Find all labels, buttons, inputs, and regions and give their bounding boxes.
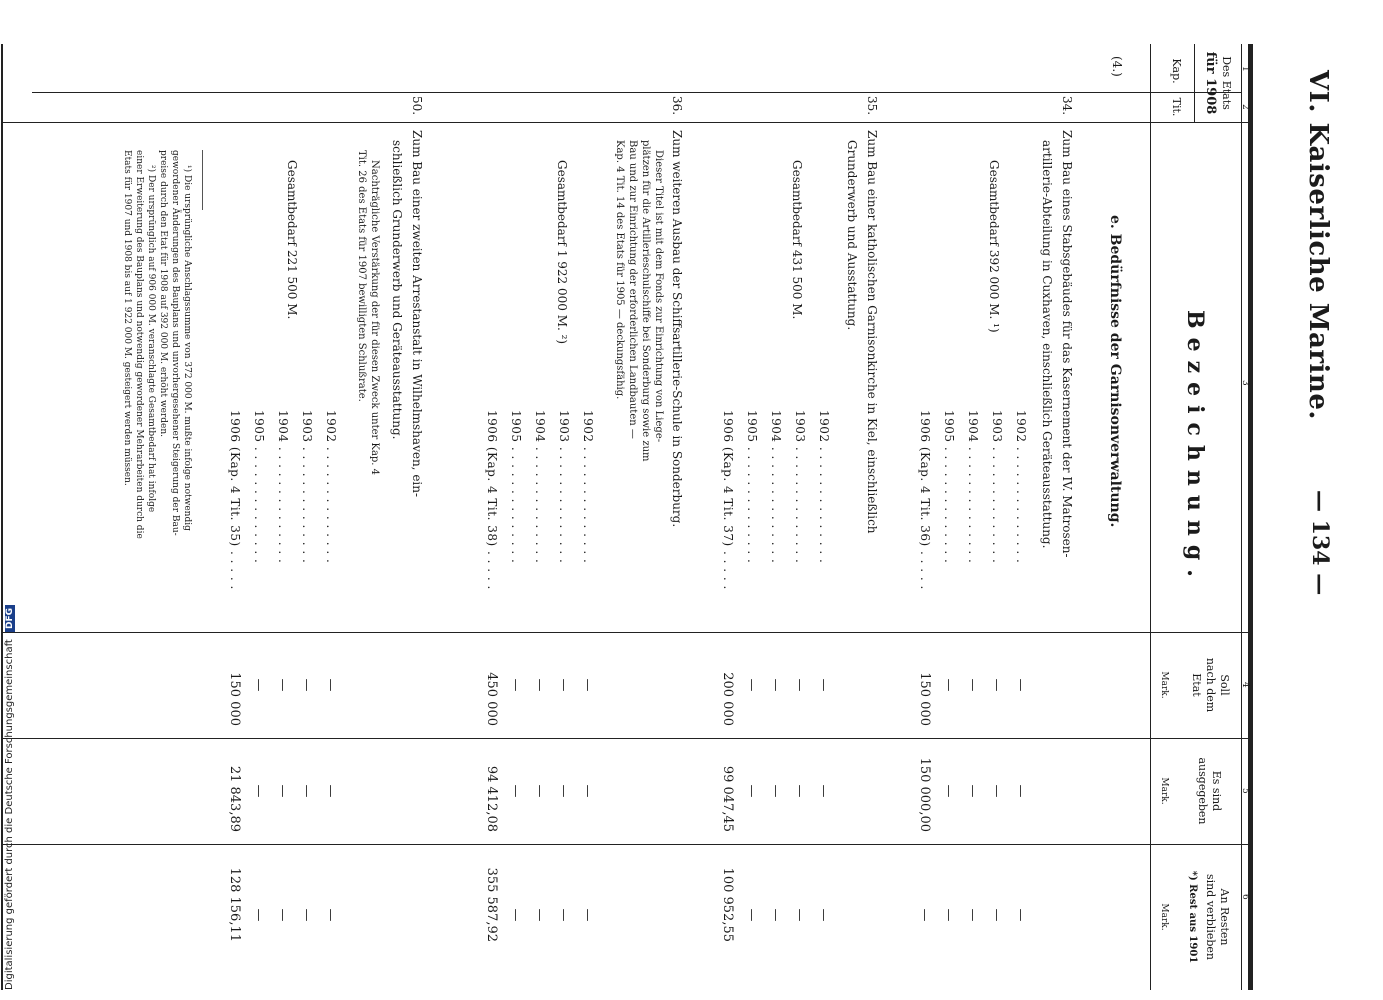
entry-note-line: plätzen für die Artillerieschulschiffe bei Sonderburg sowie zum — [640, 140, 651, 462]
ausgegeben-value: — — [989, 784, 1004, 798]
soll-value: — — [989, 678, 1004, 692]
year-row: 1906 (Kap. 4 Tit. 38) . . . . . — [485, 410, 499, 590]
ausgegeben-value: 21 843,89 — [227, 765, 242, 832]
table-top-rule — [1248, 44, 1253, 990]
etat-header-line-1: Des Etats — [1220, 56, 1233, 110]
soll-value: — — [508, 678, 523, 692]
ausgegeben-value: — — [275, 784, 290, 798]
ausgegeben-value: 94 412,08 — [484, 765, 499, 832]
ausgegeben-value: — — [323, 784, 338, 798]
column-number-2: 2 — [1240, 104, 1250, 110]
bezeichnung-header: Bezeichnung. — [1182, 310, 1208, 586]
year-row: 1903 . . . . . . . . . . . . . . — [557, 410, 571, 564]
etat-header-line-2: für 1908 — [1203, 51, 1218, 115]
footnote-line: gewordener Änderungen des Bauplans und unvorhergesehener Steigerung der Bau- — [170, 150, 180, 536]
soll-value: — — [965, 678, 980, 692]
soll-header-line-2: nach dem — [1204, 657, 1217, 713]
ausgegeben-value: — — [768, 784, 783, 798]
rest-value: — — [323, 908, 338, 922]
column-number-3: 3 — [1240, 380, 1250, 386]
rest-value: — — [532, 908, 547, 922]
ausgegeben-value: — — [556, 784, 571, 798]
footnote-line: Etats für 1907 und 1908 bis auf 1 922 000 M. gesteigert werden müssen. — [122, 150, 132, 486]
rest-value: — — [917, 908, 932, 922]
ausgegeben-value: — — [532, 784, 547, 798]
entry-title-line: Zum Bau eines Stabsgebäudes für das Kasernement der IV. Matrosen- — [1060, 130, 1074, 558]
etat-sub-rule — [1194, 44, 1195, 122]
section-title: e. Bedürfnisse der Garnisonverwaltung. — [1107, 215, 1123, 528]
rest-header-line-3: *) Rest aus 1901 — [1187, 870, 1198, 964]
rest-value: — — [251, 908, 266, 922]
dfg-logo: DFG — [5, 605, 15, 632]
header-bottom-rule — [1150, 44, 1151, 990]
soll-header-line-3: Etat — [1190, 673, 1203, 697]
rest-value: 355 587,92 — [484, 867, 499, 942]
rest-value: — — [556, 908, 571, 922]
column-number-rule — [1241, 44, 1242, 990]
page-number: — 134 — — [1307, 490, 1333, 596]
column-number-6: 6 — [1240, 894, 1250, 900]
year-row: 1906 (Kap. 4 Tit. 35) . . . . . — [228, 410, 242, 590]
entry-title-line: Zum weiteren Ausbau der Schiffsartillerie-Schule in Sonderburg. — [670, 130, 684, 528]
year-row: 1906 (Kap. 4 Tit. 37) . . . . . — [721, 410, 735, 590]
rest-value: — — [816, 908, 831, 922]
rest-value: — — [941, 908, 956, 922]
rest-value: — — [508, 908, 523, 922]
rest-value: — — [792, 908, 807, 922]
soll-value: — — [556, 678, 571, 692]
entry-title-line: schließlich Grunderwerb und Geräteausstattung. — [390, 140, 404, 440]
entry-title-line: artillerie-Abteilung in Cuxhaven, einschließlich Geräteausstattung. — [1040, 140, 1054, 549]
year-row: 1904 . . . . . . . . . . . . . . — [769, 410, 783, 564]
year-row: 1902 . . . . . . . . . . . . . . — [581, 410, 595, 564]
rest-value: 128 156,11 — [227, 867, 242, 942]
digitization-credit — [4, 605, 15, 990]
rest-header-line-2: sind verblieben — [1204, 874, 1217, 960]
entry-gesamtbedarf: Gesamtbedarf 1 922 000 M. ²) — [555, 160, 569, 345]
footnote-separator — [202, 150, 203, 210]
tit-number: 35. — [865, 96, 879, 116]
rest-header-line-1: An Resten — [1218, 888, 1231, 946]
entry-gesamtbedarf: Gesamtbedarf 221 500 M. — [285, 160, 299, 320]
ausgegeben-value: — — [965, 784, 980, 798]
soll-value: — — [941, 678, 956, 692]
rest-value: — — [580, 908, 595, 922]
year-row: 1905 . . . . . . . . . . . . . . — [942, 410, 956, 564]
rest-value: — — [1013, 908, 1028, 922]
rest-value: — — [989, 908, 1004, 922]
ausgegeben-value: — — [792, 784, 807, 798]
soll-unit: Mark. — [1159, 671, 1169, 699]
footnote-line: ²) Der ursprünglich auf 906 000 M. veranschlagte Gesamtbedarf hat infolge — [146, 165, 156, 513]
year-row: 1902 . . . . . . . . . . . . . . — [1014, 410, 1028, 564]
entry-gesamtbedarf: Gesamtbedarf 431 500 M. — [790, 160, 804, 320]
kap-number: (4.) — [1110, 56, 1124, 77]
year-row: 1904 . . . . . . . . . . . . . . — [966, 410, 980, 564]
year-row: 1905 . . . . . . . . . . . . . . — [745, 410, 759, 564]
year-row: 1905 . . . . . . . . . . . . . . — [509, 410, 523, 564]
ausgegeben-value: — — [299, 784, 314, 798]
ausgegeben-value: 99 047,45 — [720, 765, 735, 832]
rest-value: 100 952,55 — [720, 867, 735, 942]
year-row: 1903 . . . . . . . . . . . . . . — [793, 410, 807, 564]
soll-value: — — [532, 678, 547, 692]
rest-left-rule — [3, 844, 1253, 845]
bezeichnung-left-rule — [3, 122, 1253, 123]
entry-gesamtbedarf: Gesamtbedarf 392 000 M. ¹) — [987, 160, 1001, 333]
entry-note-line: Nachträgliche Verstärkung der für diesen Zweck unter Kap. 4 — [369, 160, 380, 476]
ausgegeben-value: — — [941, 784, 956, 798]
soll-value: — — [275, 678, 290, 692]
year-row: 1903 . . . . . . . . . . . . . . — [990, 410, 1004, 564]
rest-unit: Mark. — [1159, 903, 1169, 931]
entry-note-line: Bau und zur Einrichtung der erforderlichen Landbauten — — [627, 140, 638, 439]
soll-value: — — [744, 678, 759, 692]
ausgegeben-value: — — [508, 784, 523, 798]
footnote-line: preise durch den Etat für 1908 auf 392 000 M. erhöht werden. — [158, 150, 168, 438]
ausgegeben-value: — — [744, 784, 759, 798]
soll-value: 200 000 — [720, 672, 735, 726]
soll-value: — — [251, 678, 266, 692]
digitization-credit-text: Digitalisierung gefördert durch die Deutsche Forschungsgemeinschaft — [4, 639, 15, 990]
tit-number: 50. — [410, 96, 424, 116]
table-right-rule — [1, 44, 3, 990]
rest-value: — — [299, 908, 314, 922]
ausgegeben-left-rule — [3, 738, 1253, 739]
soll-value: — — [1013, 678, 1028, 692]
footnote-line: einer Erweiterung des Bauplans und notwendig gewordener Mehrarbeiten durch die — [134, 150, 144, 539]
tit-header: Tit. — [1170, 97, 1183, 117]
entry-title-line: Zum Bau einer zweiten Arrestanstalt in Wilhelmshaven, ein- — [410, 130, 424, 498]
soll-left-rule — [3, 632, 1253, 633]
soll-value: 450 000 — [484, 672, 499, 726]
year-row: 1904 . . . . . . . . . . . . . . — [276, 410, 290, 564]
ausgegeben-unit: Mark. — [1159, 777, 1169, 805]
soll-value: — — [816, 678, 831, 692]
ausgegeben-value: 150 000,00 — [917, 757, 932, 832]
column-number-1: 1 — [1240, 66, 1250, 72]
ausgegeben-value: — — [251, 784, 266, 798]
soll-value: — — [792, 678, 807, 692]
year-row: 1902 . . . . . . . . . . . . . . — [324, 410, 338, 564]
entry-note-line: Dieser Titel ist mit dem Fonds zur Einrichtung von Liege- — [653, 150, 664, 443]
tit-number: 34. — [1060, 96, 1074, 116]
soll-value: — — [768, 678, 783, 692]
year-row: 1903 . . . . . . . . . . . . . . — [300, 410, 314, 564]
entry-note-line: Kap. 4 Tit. 14 des Etats für 1905 — deckungsfähig. — [614, 140, 625, 400]
ausgegeben-value: — — [580, 784, 595, 798]
rest-value: — — [965, 908, 980, 922]
year-row: 1902 . . . . . . . . . . . . . . — [817, 410, 831, 564]
rest-value: — — [275, 908, 290, 922]
soll-header-line-1: Soll — [1218, 674, 1231, 696]
column-number-4: 4 — [1240, 682, 1250, 688]
rest-value: — — [744, 908, 759, 922]
soll-value: — — [323, 678, 338, 692]
ausgegeben-value: — — [816, 784, 831, 798]
ausgegeben-header-line-2: ausgegeben — [1196, 757, 1209, 825]
entry-title-line: Zum Bau einer katholischen Garnisonkirche in Kiel, einschließlich — [865, 130, 879, 534]
ausgegeben-header-line-1: Es sind — [1210, 770, 1223, 812]
page-title: VI. Kaiserliche Marine. — [1303, 70, 1333, 420]
column-number-5: 5 — [1240, 788, 1250, 794]
tit-number: 36. — [670, 96, 684, 116]
year-row: 1904 . . . . . . . . . . . . . . — [533, 410, 547, 564]
rest-value: — — [768, 908, 783, 922]
soll-value: 150 000 — [917, 672, 932, 726]
soll-value: — — [299, 678, 314, 692]
year-row: 1906 (Kap. 4 Tit. 36) . . . . . — [918, 410, 932, 590]
entry-title-line: Grunderwerb und Ausstattung. — [845, 140, 859, 331]
footnote-line: ¹) Die ursprüngliche Anschlagssumme von 372 000 M. mußte infolge notwendig — [182, 165, 192, 531]
ausgegeben-value: — — [1013, 784, 1028, 798]
soll-value: 150 000 — [227, 672, 242, 726]
soll-value: — — [580, 678, 595, 692]
kap-tit-divider — [32, 92, 1242, 93]
year-row: 1905 . . . . . . . . . . . . . . — [252, 410, 266, 564]
kap-header: Kap. — [1170, 58, 1183, 84]
entry-note-line: Tit. 26 des Etats für 1907 bewilligten Schlußrate. — [356, 150, 367, 402]
